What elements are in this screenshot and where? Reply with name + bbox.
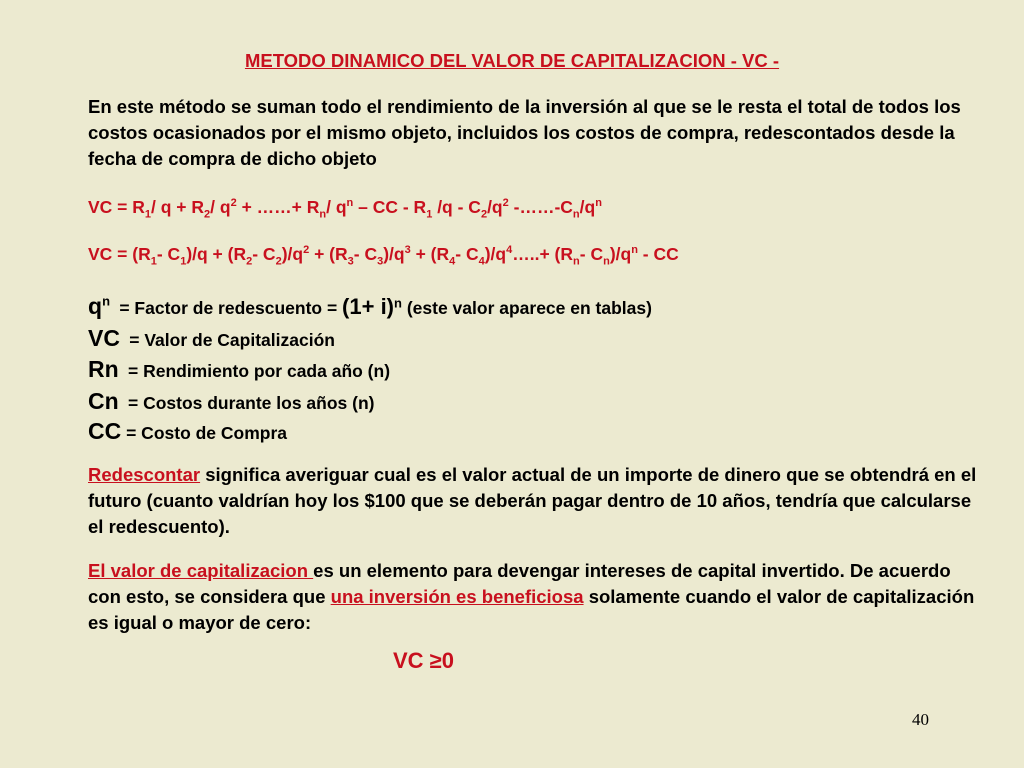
slide-title: METODO DINAMICO DEL VALOR DE CAPITALIZACION - VC -	[244, 50, 780, 71]
definition-qn: $q^n$ = Factor de redescuento = $(1+ i)^n$ (este valor aparece en tablas)	[88, 293, 652, 319]
redescontar-link[interactable]: Redescontar	[88, 464, 201, 485]
page-number: 40	[912, 710, 929, 729]
definition-cn: Cn = Costos durante los años (n)	[88, 388, 375, 414]
definition-rn: Rn = Rendimiento por cada año (n)	[88, 356, 391, 382]
definition-cc: CC = Costo de Compra	[88, 418, 288, 444]
result-formula: VC ≥0	[393, 648, 454, 673]
valor-paragraph: El valor de capitalizacion es un elemento para devengar intereses de capital invertido. De acuerdo con esto, se considera que una inversión es beneficiosa solamente cuando el valor de capitalización es igual o mayor de cero:	[88, 560, 975, 633]
intro-paragraph: En este método se suman todo el rendimiento de la inversión al que se le resta el total de todos los costos ocasionados por el mismo objeto, incluidos los costos de compra, redescontados desde la fecha de compra de dicho objeto	[88, 96, 961, 169]
formula-1: VC = $R_1/$ $q + R_2/$ $q^2$ + ……+ $R_n/$ $q^n$ – CC - $R_1$ $/q - C_2/q^2$ $-\dots\dots-C_n/q^n$	[88, 197, 602, 221]
redescontar-paragraph: Redescontar significa averiguar cual es el valor actual de un importe de dinero que se obtendrá en el futuro (cuanto valdrían hoy los $100 que se deberán pagar dentro de 10 años, tendría que calcularse el redescuento).	[88, 464, 977, 537]
valor-capitalizacion-link[interactable]: El valor de capitalizacion	[88, 560, 314, 581]
formula-2: VC = ($R_1-$ $C_1)/q + (R_2-$ $C_2)/q^2 + (R_3-$ $C_3)/q^3 + (R_4-$ $C_4)/q^4\dots..+ (R_n-$ $C_n)/q^n$ - CC	[88, 244, 679, 268]
definition-vc: VC = Valor de Capitalización	[88, 325, 335, 351]
inversion-beneficiosa-link[interactable]: una inversión es beneficiosa	[330, 586, 584, 607]
